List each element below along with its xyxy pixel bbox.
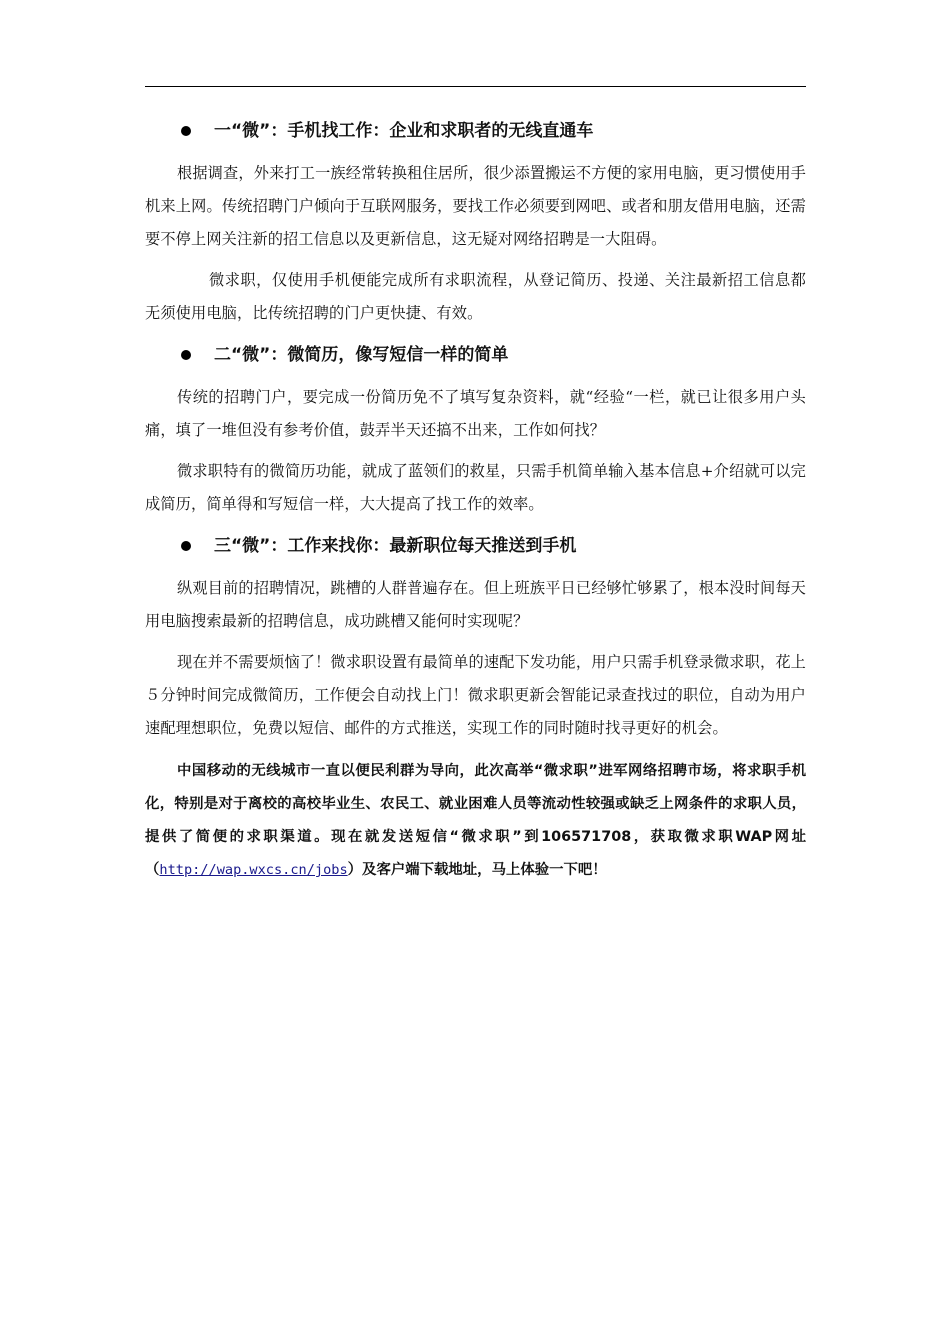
header-rule bbox=[145, 86, 806, 87]
article-body bbox=[145, 112, 806, 887]
paragraph: 根据调查，外来打工一族经常转换租住居所，很少添置搬运不方便的家用电脑，更习惯使用手机来上网。传统招聘门户倾向于互联网服务，要找工作必须要到网吧、或者和朋友借用电脑，还需要不停上网关注新的招工信息以及更新信息，这无疑对网络招聘是一大阻碍。 bbox=[145, 164, 806, 248]
wap-link[interactable]: http://wap.wxcs.cn/jobs bbox=[159, 862, 348, 878]
section-heading-text: 二“微”：微简历，像写短信一样的简单 bbox=[214, 345, 509, 365]
paragraph: 微求职，仅使用手机便能完成所有求职流程，从登记简历、投递、关注最新招工信息都无须使用电脑，比传统招聘的门户更快捷、有效。 bbox=[145, 271, 806, 322]
closing-text-before: 中国移动的无线城市一直以便民利群为导向，此次高举“微求职”进军网络招聘市场，将求职手机化，特别是对于离校的高校毕业生、农民工、就业困难人员等流动性较强或缺乏上网条件的求职人员，提供了简便的求职渠道。现在就发送短信“微求职”到106571708，获取微求职WAP网址（ bbox=[145, 763, 806, 878]
closing-paragraph bbox=[145, 755, 806, 887]
section-heading-text: 三“微”：工作来找你：最新职位每天推送到手机 bbox=[214, 536, 577, 556]
section-heading-1 bbox=[145, 112, 806, 150]
section-heading-text: 一“微”：手机找工作：企业和求职者的无线直通车 bbox=[214, 121, 594, 141]
section-heading-3 bbox=[145, 527, 806, 565]
paragraph: 传统的招聘门户，要完成一份简历免不了填写复杂资料，就“经验“一栏，就已让很多用户头痛，填了一堆但没有参考价值，鼓弄半天还搞不出来，工作如何找？ bbox=[145, 388, 806, 439]
paragraph: 微求职特有的微简历功能，就成了蓝领们的救星，只需手机简单输入基本信息+介绍就可以完成简历，简单得和写短信一样，大大提高了找工作的效率。 bbox=[145, 462, 806, 513]
bullet-icon bbox=[181, 350, 191, 360]
section-heading-2 bbox=[145, 336, 806, 374]
bullet-icon bbox=[181, 126, 191, 136]
paragraph: 纵观目前的招聘情况，跳槽的人群普遍存在。但上班族平日已经够忙够累了，根本没时间每天用电脑搜索最新的招聘信息，成功跳槽又能何时实现呢？ bbox=[145, 579, 806, 630]
paragraph: 现在并不需要烦恼了！微求职设置有最简单的速配下发功能，用户只需手机登录微求职，花上５分钟时间完成微简历，工作便会自动找上门！微求职更新会智能记录查找过的职位，自动为用户速配理想职位，免费以短信、邮件的方式推送，实现工作的同时随时找寻更好的机会。 bbox=[145, 653, 806, 737]
bullet-icon bbox=[181, 541, 191, 551]
closing-text-after: ）及客户端下载地址，马上体验一下吧！ bbox=[347, 862, 607, 878]
